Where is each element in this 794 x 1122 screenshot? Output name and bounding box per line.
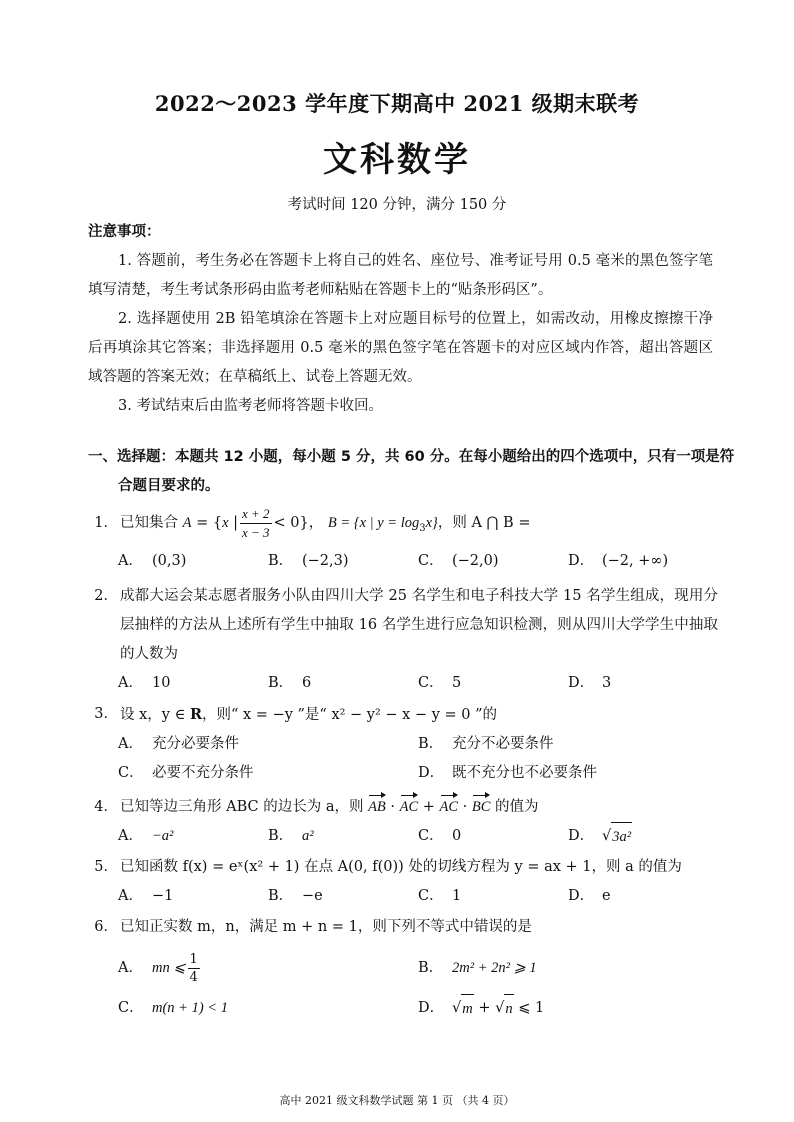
option-label: B． — [268, 888, 294, 904]
option-a[interactable] — [118, 730, 418, 759]
option-text: −a² — [152, 828, 174, 844]
option-c[interactable] — [418, 822, 568, 852]
option-label: D． — [568, 552, 595, 569]
option-text: 必要不充分条件 — [152, 765, 254, 781]
q1-set-a: A — [182, 515, 192, 531]
option-text: 5 — [452, 675, 462, 691]
option-a[interactable] — [118, 822, 268, 852]
question-number: 6． — [94, 919, 118, 935]
option-text: 充分必要条件 — [152, 736, 239, 752]
option-b[interactable] — [418, 954, 718, 983]
option-label: B． — [268, 675, 294, 691]
option-text: ⩽ 1 — [518, 1000, 545, 1016]
sqrt-symbol: √ — [495, 1000, 505, 1016]
option-d[interactable] — [568, 547, 718, 576]
question-number: 1． — [94, 515, 118, 531]
option-label: B． — [418, 736, 444, 752]
option-text: 3a² — [611, 822, 632, 852]
note-item: 1. 答题前，考生务必在答题卡上将自己的姓名、座位号、准考证号用 0.5 毫米的黑色签字笔填写清楚，考生考试条形码由监考老师粘贴在答题卡上的“贴条形码区”。 — [88, 253, 713, 298]
question-number: 2． — [94, 588, 118, 604]
q3-text-a: 设 x，y ∈ — [120, 707, 190, 723]
question-2 — [88, 582, 718, 698]
q1-frac-den: x − 3 — [242, 524, 270, 540]
note-item: 2. 选择题使用 2B 铅笔填涂在答题卡上对应题目标号的位置上，如需改动，用橡皮擦擦干净后再填涂其它答案；非选择题用 0.5 毫米的黑色签字笔在答题卡的对应区域内作答，超出答题区域答题的答案无效；在草稿纸上、试卷上答题无效。 — [88, 311, 713, 385]
q1-set-b-tail: x} — [425, 515, 438, 531]
option-label: B． — [268, 828, 294, 844]
fraction-numerator: 1 — [189, 951, 198, 967]
q1-fraction — [240, 507, 272, 540]
question-text: 成都大运会某志愿者服务小队由四川大学 25 名学生和电子科技大学 15 名学生组成，现用分层抽样的方法从上述所有学生中抽取 16 名学生进行应急知识检测，则从四川大学学生中抽取的人数为 — [120, 588, 718, 662]
option-b[interactable] — [268, 669, 418, 698]
option-text: (−2,0) — [452, 552, 499, 569]
vector-bc: BC — [472, 793, 491, 822]
question-3 — [88, 700, 718, 788]
option-d[interactable] — [568, 882, 718, 911]
note-item: 3. 考试结束后由监考老师将答题卡收回。 — [118, 398, 383, 414]
option-b[interactable] — [268, 882, 418, 911]
vector-ac: AC — [400, 793, 419, 822]
option-text: 充分不必要条件 — [452, 736, 554, 752]
vector-ac: AC — [440, 793, 459, 822]
q3-text-b: ，则“ x = −y ”是“ x² − y² − x − y = 0 ”的 — [202, 707, 498, 723]
option-text: mn ⩽ — [152, 959, 186, 976]
option-text: 既不充分也不必要条件 — [452, 765, 597, 781]
option-d[interactable] — [568, 669, 718, 698]
q4-text-b: 的值为 — [495, 799, 539, 815]
question-text — [120, 700, 718, 730]
question-number: 3． — [94, 706, 118, 722]
option-a[interactable] — [118, 953, 418, 984]
option-label: C． — [418, 552, 444, 569]
option-text: 2m² + 2n² ⩾ 1 — [452, 959, 537, 976]
option-b[interactable] — [268, 547, 418, 576]
section-heading: 一、选择题：本题共 12 小题，每小题 5 分，共 60 分。在每小题给出的四个选项中，只有一项是符合题目要求的。 — [88, 449, 735, 494]
q6-options-row2 — [88, 994, 718, 1024]
option-text: a² — [302, 828, 314, 844]
q1-prefix: 已知集合 — [120, 515, 178, 531]
option-text: (−2, +∞) — [602, 552, 669, 569]
q1-set-b: B = {x | y = log — [327, 515, 420, 531]
question-number: 4． — [94, 799, 118, 815]
question-4 — [88, 793, 718, 852]
option-label: C． — [118, 765, 144, 781]
option-text: −1 — [152, 888, 174, 904]
option-a[interactable] — [118, 669, 268, 698]
subject-title: 文科数学 — [323, 140, 471, 180]
option-label: A． — [118, 888, 143, 904]
q3-real-set: R — [189, 706, 202, 723]
option-text: (−2,3) — [302, 552, 349, 569]
option-text: 3 — [602, 675, 612, 691]
question-text: 已知集合 A = {x | $\frac{x + 2}{x - 3}$ < 0}， B = {x | $y = \log_3x$}，则 A ⋂ B = — [120, 505, 531, 540]
option-label: D． — [568, 828, 595, 844]
option-a[interactable] — [118, 882, 268, 911]
option-c[interactable] — [118, 759, 418, 788]
option-d[interactable] — [568, 822, 718, 852]
q1-log-base: 3 — [419, 522, 426, 534]
question-text: 已知函数 f(x) = eˣ(x² + 1) 在点 A(0, f(0)) 处的切线方程为 y = ax + 1，则 a 的值为 — [120, 859, 682, 875]
question-text: 已知正实数 m，n，满足 m + n = 1，则下列不等式中错误的是 — [120, 919, 532, 935]
option-text: 10 — [152, 675, 171, 691]
option-label: A． — [118, 675, 143, 691]
option-b[interactable] — [268, 822, 418, 852]
option-a-fraction — [188, 953, 200, 984]
option-text: 6 — [302, 675, 312, 691]
q5-options — [88, 882, 718, 911]
q4-options — [88, 822, 718, 852]
option-label: C． — [418, 888, 444, 904]
question-1 — [88, 505, 718, 576]
option-d[interactable] — [418, 994, 718, 1024]
option-label: C． — [118, 1000, 144, 1016]
option-label: B． — [268, 552, 294, 569]
option-label: C． — [418, 675, 444, 691]
option-label: D． — [568, 888, 595, 904]
option-text: e — [602, 888, 611, 904]
plus-sign: + — [478, 1000, 491, 1016]
option-c[interactable] — [118, 994, 418, 1024]
q3-options-row2 — [88, 759, 718, 788]
sqrt-operand-n: n — [504, 994, 513, 1024]
option-label: D． — [418, 765, 445, 781]
option-c[interactable] — [418, 882, 568, 911]
option-label: A． — [118, 959, 143, 976]
option-d[interactable] — [418, 759, 718, 788]
q1-suffix: ，则 A ⋂ B = — [437, 515, 531, 531]
q4-text-a: 已知等边三角形 ABC 的边长为 a，则 — [120, 799, 364, 815]
option-a[interactable] — [118, 547, 268, 576]
option-label: D． — [568, 675, 595, 691]
option-text: 1 — [452, 888, 462, 904]
sqrt-symbol: √ — [602, 828, 612, 844]
exam-title: 2022～2023 学年度下期高中 2021 级期末联考 — [154, 91, 640, 116]
option-label: A． — [118, 552, 143, 569]
option-label: A． — [118, 828, 143, 844]
option-label: B． — [418, 959, 444, 976]
option-text: 0 — [452, 828, 462, 844]
option-label: D． — [418, 1000, 445, 1016]
question-5 — [88, 853, 718, 911]
q2-options — [88, 669, 718, 698]
sqrt-symbol: √ — [452, 1000, 462, 1016]
page-footer: 高中 2021 级文科数学试题 第 1 页 （共 4 页） — [279, 1094, 515, 1107]
q3-options — [88, 730, 718, 759]
question-6 — [88, 913, 718, 1024]
question-number: 5． — [94, 859, 118, 875]
q1-options — [88, 547, 718, 576]
vector-ab: AB — [368, 793, 386, 822]
notes-list — [88, 247, 713, 421]
option-c[interactable] — [418, 669, 568, 698]
sqrt-operand-m: m — [461, 994, 473, 1024]
fraction-denominator: 4 — [189, 969, 198, 985]
option-label: C． — [418, 828, 444, 844]
option-label: A． — [118, 736, 143, 752]
notes-heading: 注意事项： — [88, 224, 161, 240]
option-text: −e — [302, 888, 323, 904]
q6-options — [88, 946, 718, 990]
exam-info: 考试时间 120 分钟，满分 150 分 — [287, 197, 507, 213]
option-b[interactable] — [418, 730, 718, 759]
option-c[interactable] — [418, 547, 568, 576]
question-text: 已知等边三角形 ABC 的边长为 a，则 AB · AC + AC · BC 的值为 — [120, 793, 718, 822]
option-text: (0,3) — [152, 552, 187, 569]
option-text: m(n + 1) < 1 — [152, 1000, 228, 1016]
q1-frac-num: x + 2 — [242, 505, 270, 521]
